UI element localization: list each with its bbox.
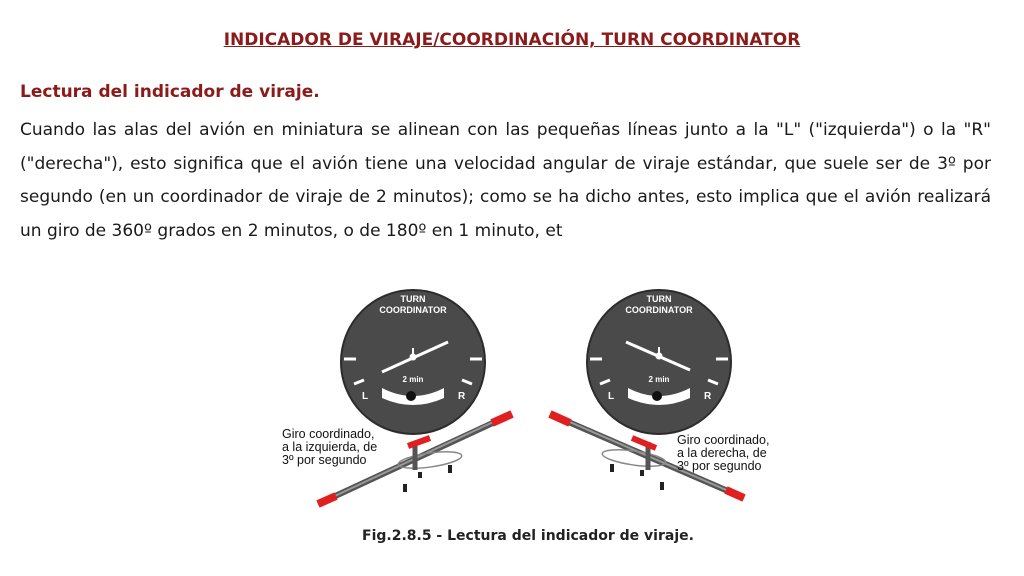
instrument-right-rate: 2 min	[648, 375, 670, 384]
label-right-line2: a la derecha, de	[677, 446, 767, 460]
instrument-right	[587, 290, 731, 434]
label-right-line1: Giro coordinado,	[677, 433, 770, 447]
instrument-right-l-mark: L	[608, 391, 615, 402]
instrument-right-line2: COORDINATOR	[625, 305, 693, 315]
section-subtitle: Lectura del indicador de viraje.	[20, 82, 320, 102]
instrument-left-line2: COORDINATOR	[379, 305, 447, 315]
label-left-line2: a la izquierda, de	[282, 440, 378, 454]
instrument-right-line1: TURN	[646, 294, 672, 304]
page-title: INDICADOR DE VIRAJE/COORDINACIÓN, TURN COORDINATOR	[223, 30, 801, 50]
label-right-line3: 3º por segundo	[677, 459, 762, 473]
turn-coordinator-figure	[270, 282, 790, 552]
figure-illustration	[270, 282, 790, 552]
instrument-left-rate: 2 min	[402, 375, 424, 384]
figure-caption: Fig.2.8.5 - Lectura del indicador de viraje.	[362, 528, 694, 544]
instrument-left	[341, 290, 485, 434]
instrument-left-line1: TURN	[400, 294, 426, 304]
label-left-turn	[282, 428, 377, 467]
label-left-line1: Giro coordinado,	[282, 427, 375, 441]
instrument-right-r-mark: R	[704, 391, 712, 402]
instrument-left-l-mark: L	[362, 391, 369, 402]
instrument-left-r-mark: R	[458, 391, 466, 402]
label-right-turn	[677, 434, 769, 473]
body-paragraph: Cuando las alas del avión en miniatura se alinean con las pequeñas líneas junto a la "L" ("izquierda") o la "R" ("derecha"), esto significa que el avión tiene una velocidad angular de viraje estándar, que suele ser de 3º por segundo (en un coordinador de viraje de 2 minutos); como se ha dicho antes, esto implica que el avión realizará un giro de 360º grados en 2 minutos, o de 180º en 1 minuto, et	[20, 120, 991, 241]
label-left-line3: 3º por segundo	[282, 453, 367, 467]
